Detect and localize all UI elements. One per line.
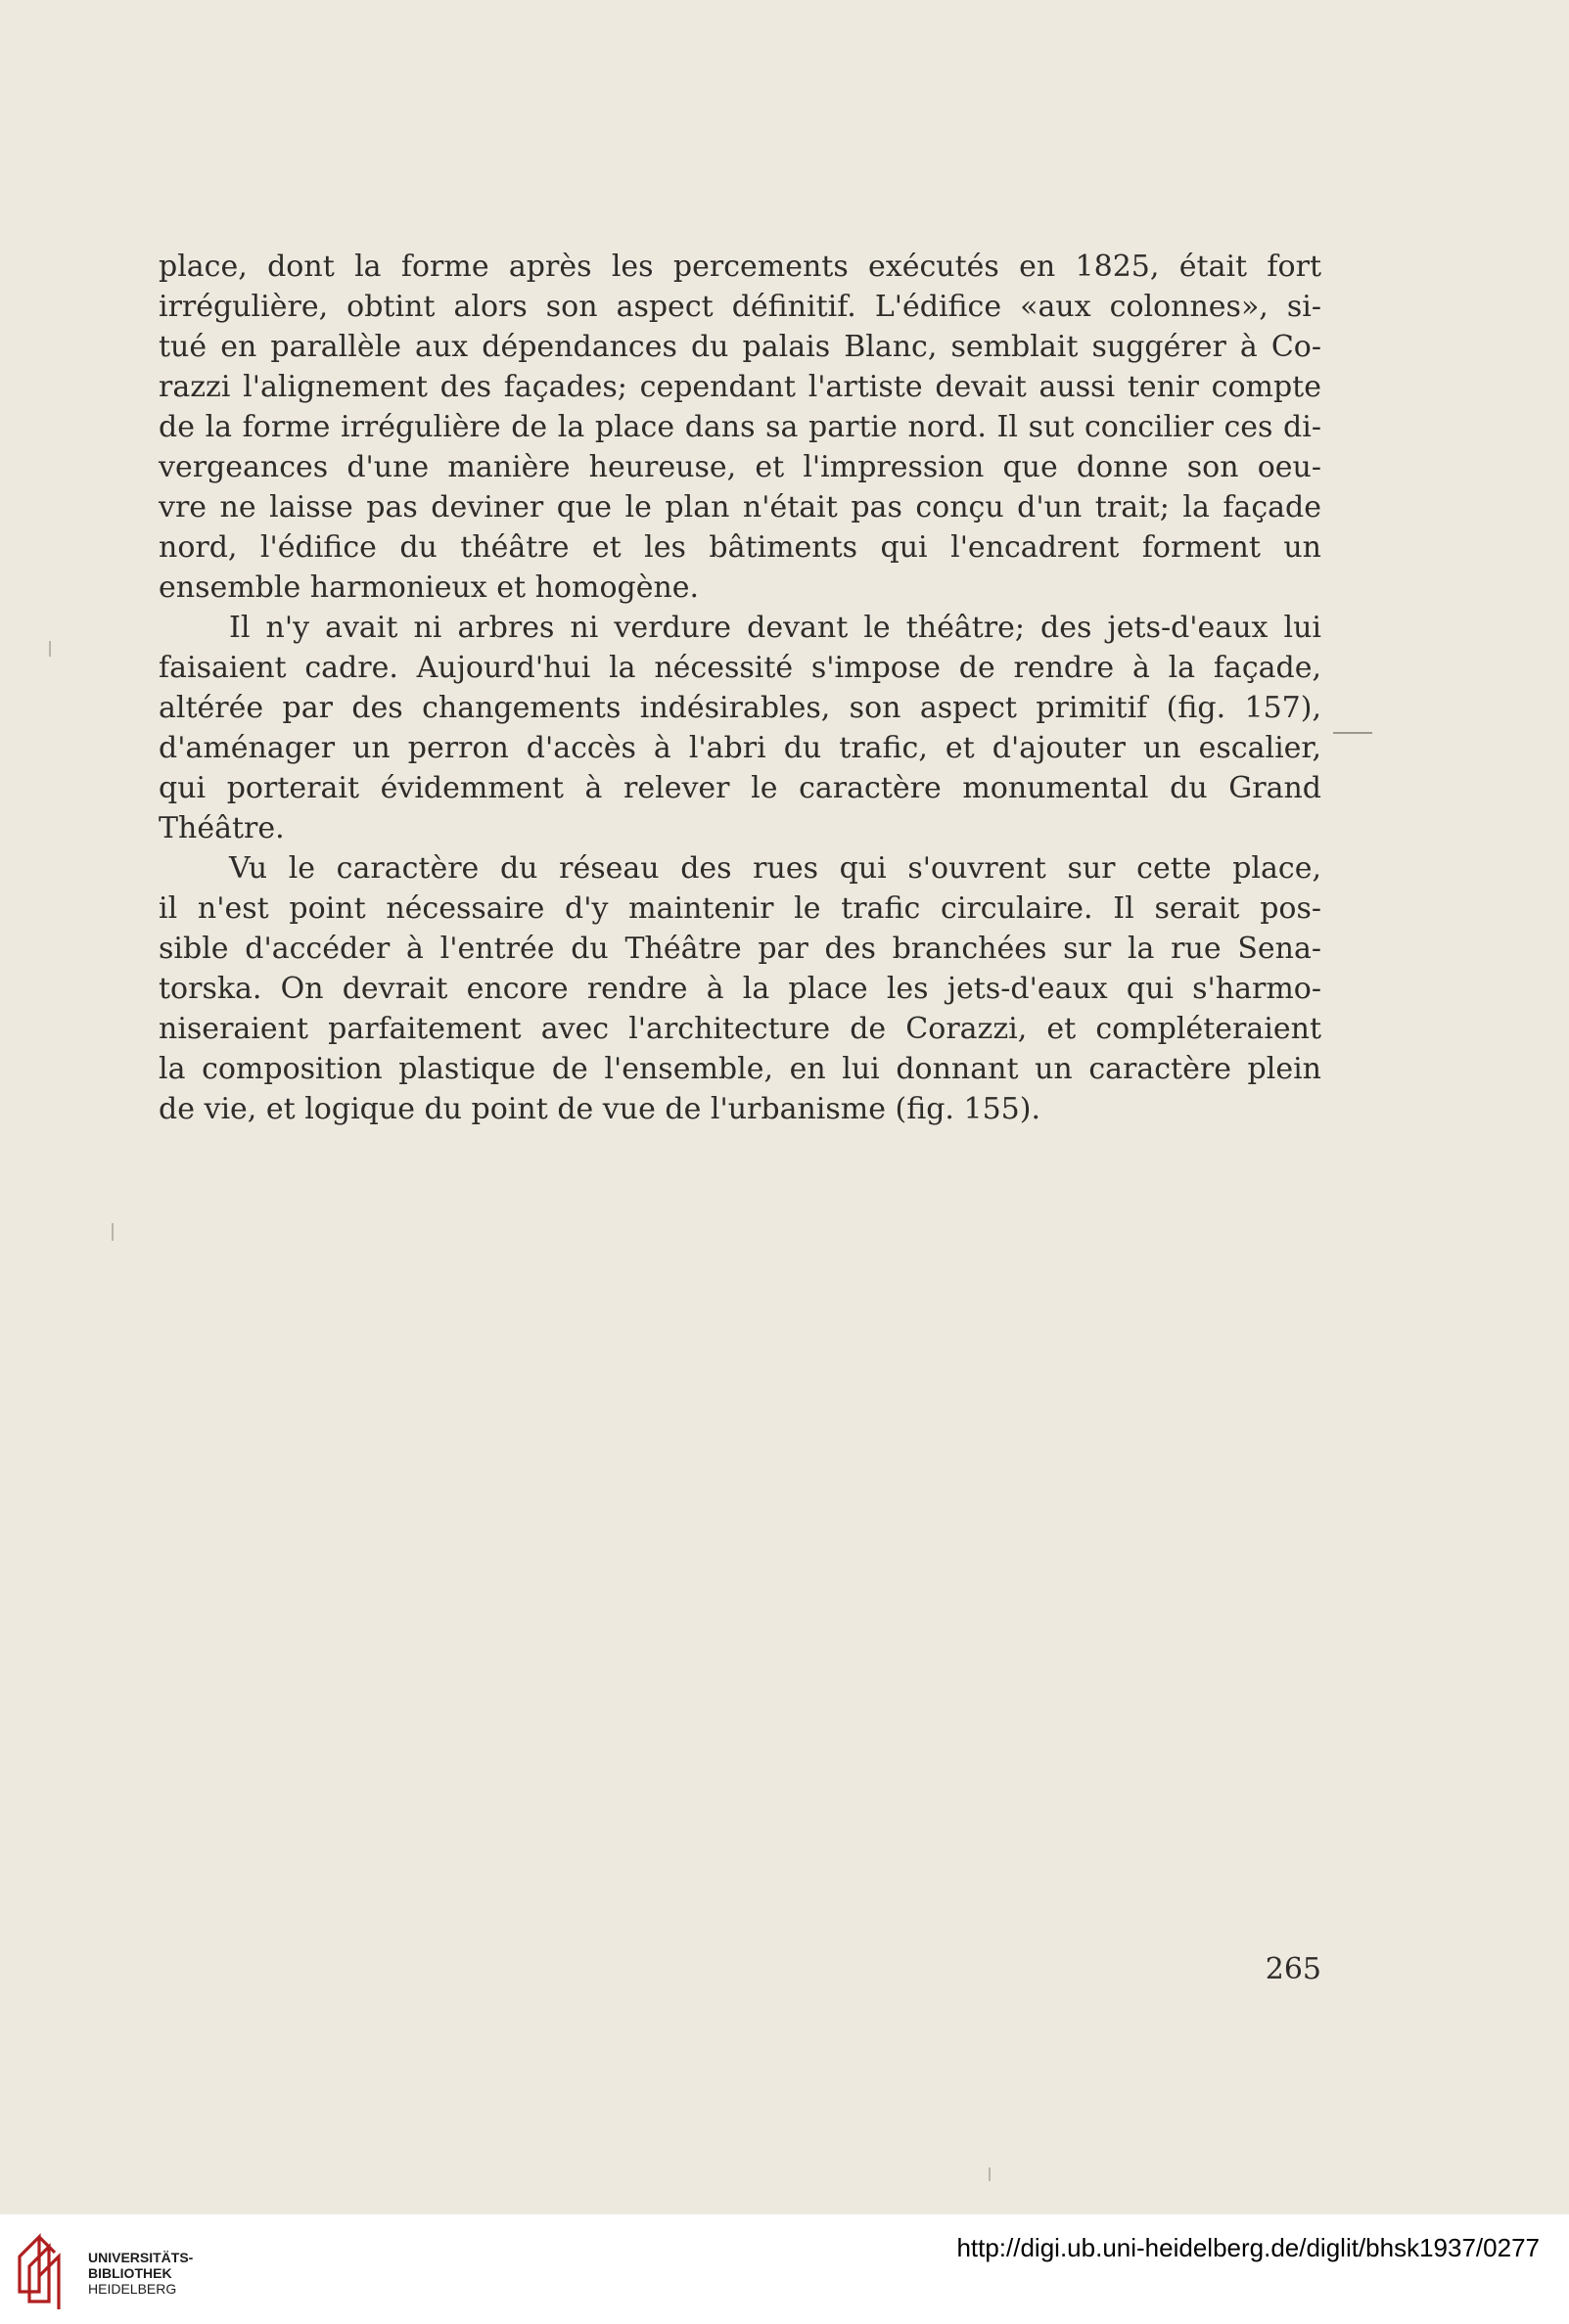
source-url-link[interactable]: http://digi.ub.uni-heidelberg.de/diglit/bhsk1937/0277 [956, 2233, 1540, 2262]
library-logo-icon [14, 2223, 76, 2311]
text-line: altérée par des changements indésirables, son aspect primitif (fig. 157), [159, 691, 1321, 725]
text-line: Vu le caractère du réseau des rues qui s'ouvrent sur cette place, [229, 851, 1321, 886]
text-line: tué en parallèle aux dépendances du palais Blanc, semblait suggérer à Co- [159, 330, 1321, 364]
text-line: Il n'y avait ni arbres ni verdure devant le théâtre; des jets-d'eaux lui [229, 611, 1321, 645]
library-name-line: UNIVERSITÄTS- [88, 2250, 194, 2265]
text-line: niseraient parfaitement avec l'architecture de Corazzi, et compléteraient [159, 1012, 1321, 1046]
margin-dash-mark [1333, 732, 1372, 734]
text-line: la composition plastique de l'ensemble, en lui donnant un caractère plein [159, 1052, 1321, 1086]
text-line: il n'est point nécessaire d'y maintenir le trafic circulaire. Il serait pos- [159, 891, 1321, 926]
text-line: razzi l'alignement des façades; cependant l'artiste devait aussi tenir compte [159, 370, 1321, 404]
text-line: d'aménager un perron d'accès à l'abri du trafic, et d'ajouter un escalier, [159, 731, 1321, 765]
body-text [159, 247, 1321, 1129]
footer-bar [0, 2214, 1569, 2324]
text-line: ensemble harmonieux et homogène. [159, 570, 700, 605]
text-line: sible d'accéder à l'entrée du Théâtre par des branchées sur la rue Sena- [159, 932, 1321, 966]
library-name-line: BIBLIOTHEK [88, 2265, 172, 2281]
margin-speck [49, 641, 51, 657]
text-line: irrégulière, obtint alors son aspect définitif. L'édifice «aux colonnes», si- [159, 290, 1321, 324]
text-line: place, dont la forme après les percements exécutés en 1825, était fort [159, 250, 1321, 284]
text-line: vre ne laisse pas deviner que le plan n'était pas conçu d'un trait; la façade [159, 490, 1321, 524]
margin-speck [112, 1223, 114, 1241]
text-line: Théâtre. [159, 811, 285, 845]
text-line: nord, l'édifice du théâtre et les bâtiments qui l'encadrent forment un [159, 530, 1321, 565]
margin-speck [989, 2167, 991, 2181]
text-line: faisaient cadre. Aujourd'hui la nécessité s'impose de rendre à la façade, [159, 651, 1321, 685]
text-line: vergeances d'une manière heureuse, et l'impression que donne son oeu- [159, 450, 1321, 484]
page-number: 265 [1265, 1952, 1321, 1986]
library-name [88, 2250, 193, 2297]
text-line: de vie, et logique du point de vue de l'urbanisme (fig. 155). [159, 1092, 1040, 1126]
text-line: torska. On devrait encore rendre à la place les jets-d'eaux qui s'harmo- [159, 972, 1321, 1006]
text-line: de la forme irrégulière de la place dans sa partie nord. Il sut concilier ces di- [159, 410, 1321, 444]
text-line: qui porterait évidemment à relever le caractère monumental du Grand [159, 771, 1321, 805]
library-name-line: HEIDELBERG [88, 2281, 177, 2297]
